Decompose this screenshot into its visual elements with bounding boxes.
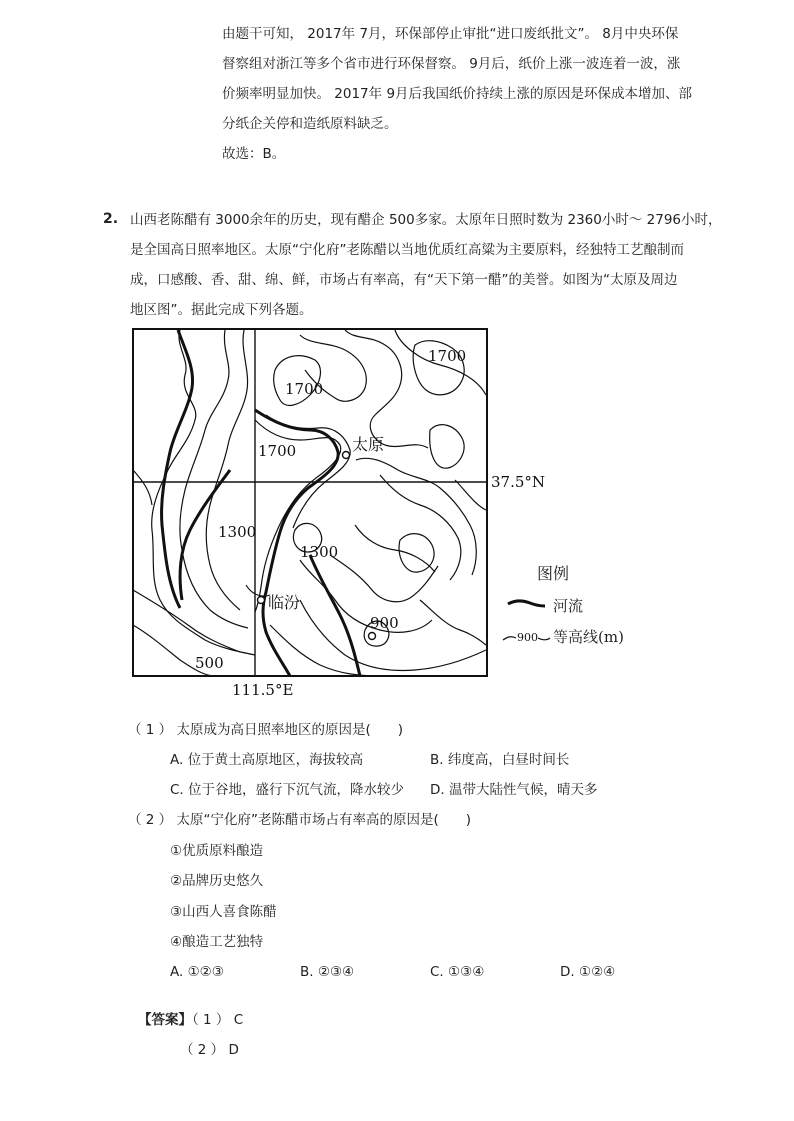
legend-contour-sample: 900 <box>517 631 538 644</box>
subquestion-2-item-4: ④酿造工艺独特 <box>170 934 264 950</box>
explanation-line-3: 价频率明显加快。 2017年 9月后我国纸价持续上涨的原因是环保成本增加、部 <box>222 86 693 102</box>
explanation-answer: 故选：B。 <box>222 146 286 162</box>
answer-line-2: （ 2 ） D <box>180 1042 239 1058</box>
answer-line-1: （ 1 ） C <box>192 1012 244 1028</box>
explanation-line-1: 由题干可知， 2017年 7月，环保部停止审批“进口废纸批文”。 8月中央环保 <box>222 26 679 42</box>
subquestion-2-option-b[interactable]: B. ②③④ <box>300 964 355 980</box>
subquestion-2-option-d[interactable]: D. ①②④ <box>560 964 616 980</box>
subquestion-2-option-c[interactable]: C. ①③④ <box>430 964 485 980</box>
linfen-city-marker <box>258 597 265 604</box>
contour-label-900: 900 <box>370 614 399 632</box>
answer-label: 【答案】 <box>138 1012 192 1028</box>
subquestion-2-item-3: ③山西人喜食陈醋 <box>170 904 277 920</box>
legend-contour-symbol-left <box>503 637 516 640</box>
contour-label-1700-b: 1700 <box>285 380 324 398</box>
subquestion-1-option-c[interactable]: C. 位于谷地，盛行下沉气流，降水较少 <box>170 782 405 798</box>
answer-section <box>138 1010 243 1030</box>
legend-contour-label: 等高线(m) <box>553 628 624 646</box>
taiyuan-label: 太原 <box>352 435 385 454</box>
longitude-label: 111.5°E <box>232 681 294 699</box>
latitude-label: 37.5°N <box>491 473 546 491</box>
legend-river-label: 河流 <box>553 597 584 615</box>
legend-title: 图例 <box>537 564 570 583</box>
contour-label-1700-a: 1700 <box>428 347 467 365</box>
legend-contour-symbol-right <box>538 638 550 640</box>
subquestion-2-prompt: （ 2 ） 太原“宁化府”老陈醋市场占有率高的原因是( ) <box>128 812 471 828</box>
contour-label-1300-a: 1300 <box>218 523 257 541</box>
subquestion-1-option-d[interactable]: D. 温带大陆性气候，晴天多 <box>430 782 598 798</box>
question-intro-line-1: 山西老陈醋有 3000余年的历史，现有醋企 500多家。太原年日照时数为 2360小时～ 2796小时， <box>130 212 722 228</box>
legend-river-symbol <box>508 601 545 606</box>
contour-label-500: 500 <box>195 654 224 672</box>
question-intro-line-3: 成，口感酸、香、甜、绵、鲜，市场占有率高，有“天下第一醋”的美誉。如图为“太原及周边 <box>130 272 678 288</box>
question-number: 2. <box>103 211 119 227</box>
contour-label-1300-b: 1300 <box>300 543 339 561</box>
explanation-line-2: 督察组对浙江等多个省市进行环保督察。 9月后，纸价上涨一波连着一波，涨 <box>222 56 681 72</box>
river-lines <box>162 330 360 676</box>
subquestion-1-option-b[interactable]: B. 纬度高，白昼时间长 <box>430 752 570 768</box>
question-intro-line-2: 是全国高日照率地区。太原“宁化府”老陈醋以当地优质红高粱为主要原料，经独特工艺酿制而 <box>130 242 684 258</box>
subquestion-2-item-1: ①优质原料酿造 <box>170 843 264 859</box>
peak-900-marker <box>369 633 376 640</box>
subquestion-2-option-a[interactable]: A. ①②③ <box>170 964 224 980</box>
question-intro-line-4: 地区图”。据此完成下列各题。 <box>130 302 313 318</box>
explanation-line-4: 分纸企关停和造纸原料缺乏。 <box>222 116 398 132</box>
subquestion-1-option-a[interactable]: A. 位于黄土高原地区，海拔较高 <box>170 752 364 768</box>
taiyuan-city-marker <box>343 452 350 459</box>
subquestion-1-prompt: （ 1 ） 太原成为高日照率地区的原因是( ) <box>128 722 403 738</box>
contour-label-1700-c: 1700 <box>258 442 297 460</box>
subquestion-2-item-2: ②品牌历史悠久 <box>170 873 264 889</box>
linfen-label: 临汾 <box>268 593 301 612</box>
